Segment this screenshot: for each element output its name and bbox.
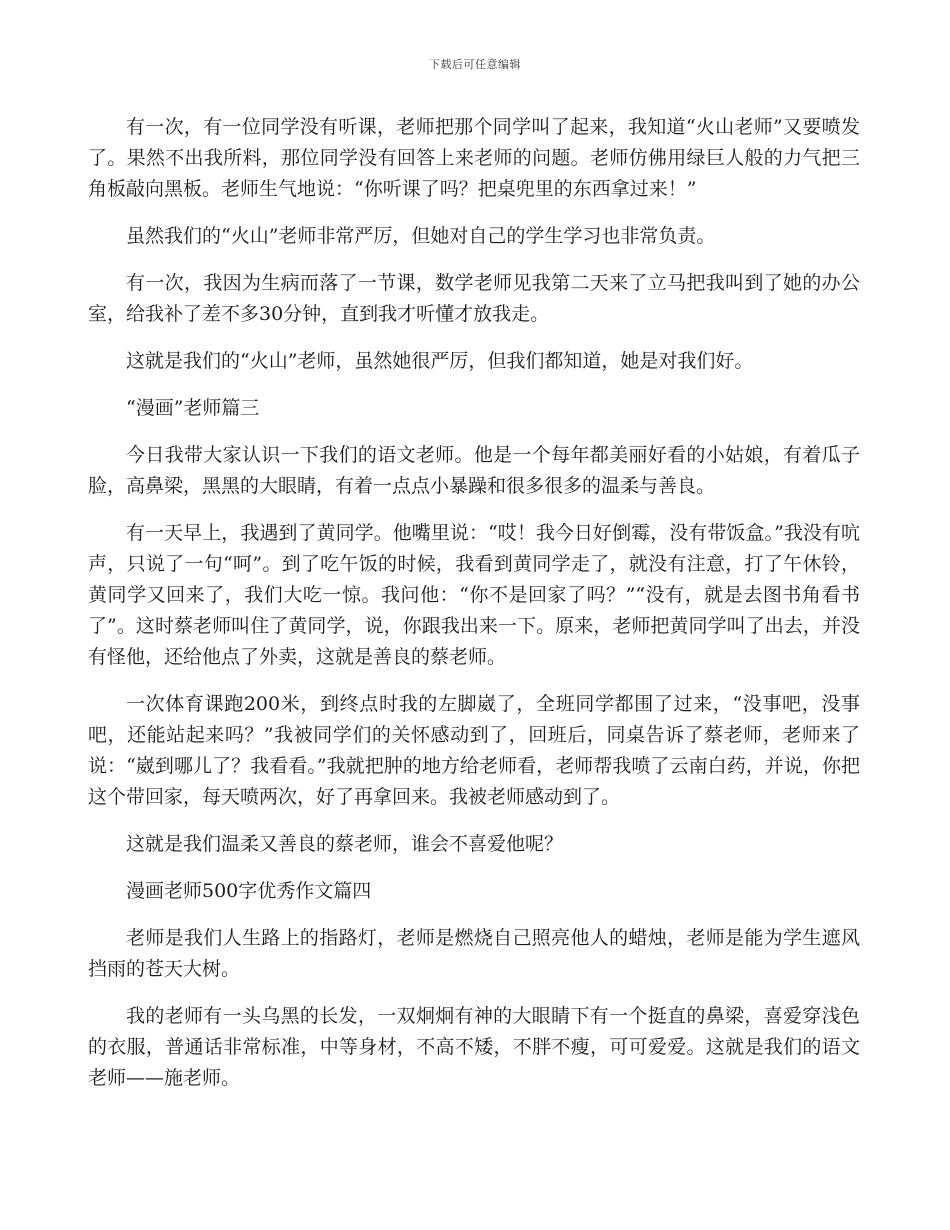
paragraph: 老师是我们人生路上的指路灯，老师是燃烧自己照亮他人的蜡烛，老师是能为学生遮风挡雨的苍天大树。 (88, 927, 860, 980)
section-heading: “漫画”老师篇三 (126, 397, 260, 419)
paragraph: 今日我带大家认识一下我们的语文老师。他是一个每年都美丽好看的小姑娘，有着瓜子脸，高鼻梁，黑黑的大眼睛，有着一点点小暴躁和很多很多的温柔与善良。 (88, 444, 860, 497)
paragraph: 有一次，我因为生病而落了一节课，数学老师见我第二天来了立马把我叫到了她的办公室，给我补了差不多30分钟，直到我才听懂才放我走。 (88, 272, 860, 325)
paragraph: 有一天早上，我遇到了黄同学。他嘴里说：“哎！我今日好倒霉，没有带饭盒。”我没有吭声，只说了一句“呵”。到了吃午饭的时候，我看到黄同学走了，就没有注意，打了午休铃，黄同学又回来了，我们大吃一惊。我问他：“你不是回家了吗？”“没有，就是去图书角看书了”。这时蔡老师叫住了黄同学，说，你跟我出来一下。原来，老师把黄同学叫了出去，并没有怪他，还给他点了外卖，这就是善良的蔡老师。 (88, 522, 860, 668)
paragraph: 我的老师有一头乌黑的长发，一双炯炯有神的大眼睛下有一个挺直的鼻梁，喜爱穿浅色的衣服，普通话非常标准，中等身材，不高不矮，不胖不瘦，可可爱爱。这就是我们的语文老师——施老师。 (88, 1005, 860, 1089)
page-header: 下载后可任意编辑 (429, 58, 521, 71)
section-heading: 漫画老师500字优秀作文篇四 (126, 880, 372, 902)
document-body (88, 112, 860, 1110)
paragraph: 虽然我们的“火山”老师非常严厉，但她对自己的学生学习也非常负责。 (126, 225, 716, 247)
paragraph: 这就是我们的“火山”老师，虽然她很严厉，但我们都知道，她是对我们好。 (126, 350, 754, 372)
paragraph: 这就是我们温柔又善良的蔡老师，谁会不喜爱他呢？ (126, 833, 564, 855)
paragraph: 有一次，有一位同学没有听课，老师把那个同学叫了起来，我知道“火山老师”又要喷发了。果然不出我所料，那位同学没有回答上来老师的问题。老师仿佛用绿巨人般的力气把三角板敲向黑板。老师生气地说：“你听课了吗？把桌兜里的东西拿过来！” (88, 116, 860, 200)
paragraph: 一次体育课跑200米，到终点时我的左脚崴了，全班同学都围了过来，“没事吧，没事吧，还能站起来吗？”我被同学们的关怀感动到了，回班后，同桌告诉了蔡老师，老师来了说：“崴到哪儿了？我看看。”我就把肿的地方给老师看，老师帮我喷了云南白药，并说，你把这个带回家，每天喷两次，好了再拿回来。我被老师感动到了。 (88, 693, 860, 808)
